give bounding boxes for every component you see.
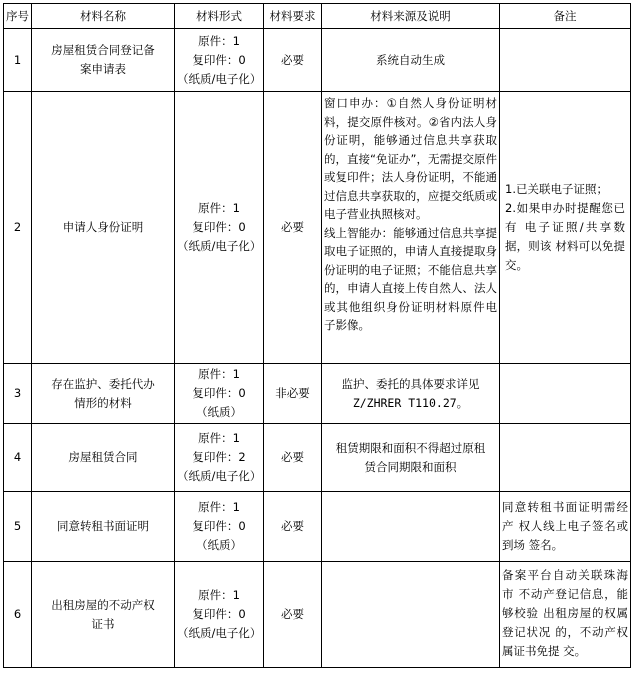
form-copy-count: 复印件：2	[192, 450, 246, 464]
material-requirement: 非必要	[264, 364, 322, 424]
source-description	[322, 424, 500, 492]
materials-table	[3, 3, 631, 668]
form-copy-count: 复印件：0	[192, 52, 246, 67]
form-type: （纸质）	[196, 538, 242, 552]
note-line-1: 同意转租书面证明需经产 权人线上电子签名或到场 签名。	[502, 500, 628, 552]
table-row	[4, 364, 631, 424]
source-description	[322, 364, 500, 424]
source-text: 租赁期限和面积不得超过原租赁合同期限和面积	[335, 440, 486, 474]
note-cell	[500, 29, 631, 92]
standard-reference: Z/ZHRER T110.27。	[352, 395, 469, 410]
material-form	[175, 424, 264, 492]
form-copy-count: 复印件：0	[192, 220, 246, 234]
source-description	[322, 492, 500, 562]
material-name: 房屋租赁合同	[32, 424, 175, 492]
material-requirement: 必要	[264, 562, 322, 668]
material-name: 同意转租书面证明	[32, 492, 175, 562]
table-row	[4, 424, 631, 492]
form-original-count: 原件：1	[198, 500, 240, 514]
form-copy-count: 复印件：0	[192, 607, 246, 621]
material-form	[175, 364, 264, 424]
source-description	[322, 92, 500, 364]
row-index: 5	[4, 492, 32, 562]
note-cell	[500, 364, 631, 424]
material-name: 存在监护、委托代办情形的材料	[32, 364, 175, 424]
table-row	[4, 562, 631, 668]
form-type: （纸质/电子化）	[177, 469, 262, 483]
row-index: 4	[4, 424, 32, 492]
note-cell	[500, 424, 631, 492]
source-text: 监护、委托的具体要求详见	[341, 376, 480, 391]
note-line-2: 2.如果申办时提醒您已有 电子证照/共享数据，则该 材料可以免提交。	[505, 201, 625, 272]
row-index: 6	[4, 562, 32, 668]
material-form	[175, 492, 264, 562]
material-requirement: 必要	[264, 424, 322, 492]
table-row	[4, 492, 631, 562]
note-line-1: 1.已关联电子证照；	[505, 182, 608, 196]
note-cell	[500, 562, 631, 668]
form-type: （纸质/电子化）	[177, 71, 262, 86]
header-material-name: 材料名称	[32, 4, 175, 29]
material-name: 出租房屋的不动产权证书	[32, 562, 175, 668]
note-cell	[500, 492, 631, 562]
table-row	[4, 29, 631, 92]
header-material-requirement: 材料要求	[264, 4, 322, 29]
form-original-count: 原件：1	[198, 431, 240, 445]
form-copy-count: 复印件：0	[192, 519, 246, 533]
header-note: 备注	[500, 4, 631, 29]
header-material-form: 材料形式	[175, 4, 264, 29]
material-form	[175, 92, 264, 364]
material-name: 房屋租赁合同登记备案申请表	[32, 29, 175, 92]
note-cell	[500, 92, 631, 364]
note-line-1: 备案平台自动关联珠海市 不动产登记信息，能够校验 出租房屋的权属登记状况 的，不动产权属证书免提 交。	[502, 568, 628, 658]
source-text: 系统自动生成	[376, 52, 445, 67]
material-name: 申请人身份证明	[32, 92, 175, 364]
form-original-count: 原件：1	[198, 201, 240, 215]
source-description	[322, 29, 500, 92]
form-original-count: 原件：1	[198, 367, 240, 381]
form-type: （纸质/电子化）	[177, 239, 262, 253]
form-type: （纸质）	[196, 405, 242, 419]
source-online-channel: 线上智能办：能够通过信息共享提取电子证照的，申请人直接提取身份证明的电子证照；不能信息共享的，申请人直接上传自然人、法人或其他组织身份证明材料原件电 子影像。	[324, 225, 497, 332]
material-requirement: 必要	[264, 492, 322, 562]
form-original-count: 原件：1	[198, 588, 240, 602]
source-description	[322, 562, 500, 668]
material-form	[175, 29, 264, 92]
row-index: 3	[4, 364, 32, 424]
material-form	[175, 562, 264, 668]
material-requirement: 必要	[264, 29, 322, 92]
form-copy-count: 复印件：0	[192, 386, 246, 400]
header-source-description: 材料来源及说明	[322, 4, 500, 29]
table-row	[4, 92, 631, 364]
row-index: 2	[4, 92, 32, 364]
table-header-row	[4, 4, 631, 29]
material-requirement: 必要	[264, 92, 322, 364]
form-original-count: 原件：1	[198, 33, 240, 48]
row-index: 1	[4, 29, 32, 92]
source-window-channel: 窗口申办：①自然人身份证明材料，提交原件核对。②省内法人身份证明，能够通过信息共享获取的，直接“免证办”，无需提交原件或复印件；法人身份证明，不能通过信息共享获取的，应提交纸质或电子营业执照核对。	[324, 96, 497, 221]
form-type: （纸质/电子化）	[177, 626, 262, 640]
header-index: 序号	[4, 4, 32, 29]
